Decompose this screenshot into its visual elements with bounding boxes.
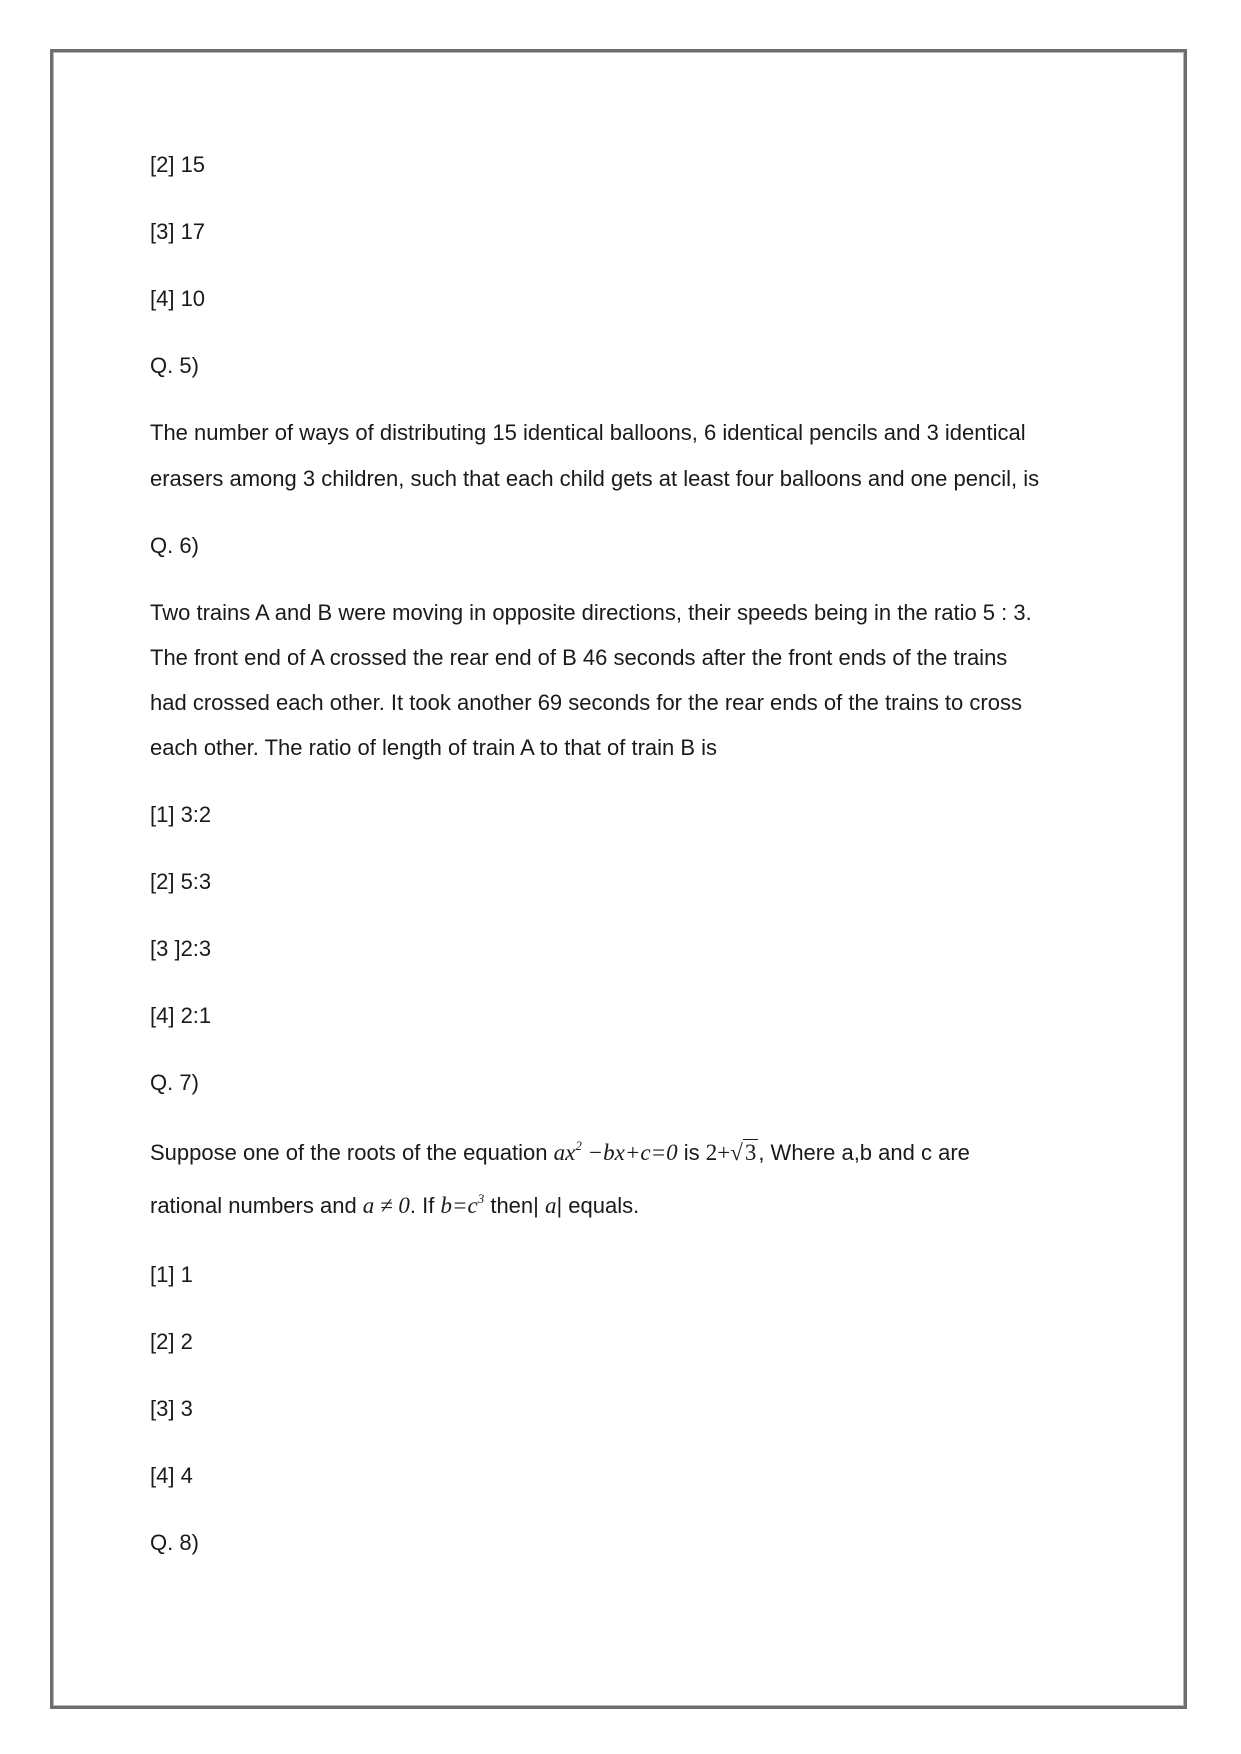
radicand: 3 [744, 1140, 757, 1165]
q7-text-part: . If [409, 1193, 441, 1218]
page-border-inner [53, 52, 1184, 1706]
question-6-option-1: [1] 3:2 [150, 802, 212, 827]
q7-text-part: | equals. [556, 1193, 640, 1218]
question-8-label: Q. 8) [150, 1530, 199, 1555]
q7-text-part: Suppose one of the roots of the equation [150, 1140, 554, 1165]
question-7-option-3: [3] 3 [150, 1396, 193, 1421]
option-3-previous: [3] 17 [150, 219, 206, 244]
q7-text-part: , Where a,b and c are [758, 1140, 970, 1165]
question-7-option-1: [1] 1 [150, 1262, 193, 1287]
question-5-text-line1: The number of ways of distributing 15 identical balloons, 6 identical pencils and 3 identical [150, 420, 1026, 445]
equation-term: ax [553, 1140, 576, 1165]
equation-term: −bx+c=0 [581, 1140, 678, 1165]
equation-abs-a: a [544, 1193, 557, 1218]
q7-text-part: is [677, 1140, 706, 1165]
question-6-text-line2: The front end of A crossed the rear end of B 46 seconds after the front ends of the trains [150, 645, 1008, 670]
exponent: 3 [477, 1191, 485, 1206]
question-7-option-2: [2] 2 [150, 1329, 193, 1354]
question-7-text-line1 [150, 1140, 970, 1166]
question-7-text-line2 [150, 1193, 639, 1219]
question-5-label: Q. 5) [150, 353, 199, 378]
option-4-previous: [4] 10 [150, 286, 206, 311]
question-7-label: Q. 7) [150, 1070, 199, 1095]
option-2-previous: [2] 15 [150, 152, 206, 177]
root-expression [706, 1140, 759, 1165]
equation-b-c-cubed [440, 1193, 484, 1218]
equation-a-nonzero: a ≠ 0 [362, 1193, 410, 1218]
equation-term: b=c [440, 1193, 478, 1218]
question-6-label: Q. 6) [150, 533, 199, 558]
question-6-option-2: [2] 5:3 [150, 869, 212, 894]
question-6-option-4: [4] 2:1 [150, 1003, 212, 1028]
root-term: 2+ [705, 1140, 731, 1165]
equation-quadratic [554, 1140, 678, 1165]
question-6-text-line3: had crossed each other. It took another 69 seconds for the rear ends of the trains to cross [150, 690, 1022, 715]
question-6-option-3: [3 ]2:3 [150, 936, 212, 961]
q7-text-part: then| [484, 1193, 545, 1218]
question-6-text-line4: each other. The ratio of length of train A to that of train B is [150, 735, 718, 760]
exponent: 2 [575, 1138, 582, 1153]
question-6-text-line1: Two trains A and B were moving in opposite directions, their speeds being in the ratio 5 : 3. [150, 600, 1032, 625]
question-7-option-4: [4] 4 [150, 1463, 193, 1488]
q7-text-part: rational numbers and [150, 1193, 363, 1218]
question-5-text-line2: erasers among 3 children, such that each child gets at least four balloons and one pencil, is [150, 466, 1040, 491]
sqrt-symbol: √ [730, 1140, 743, 1165]
